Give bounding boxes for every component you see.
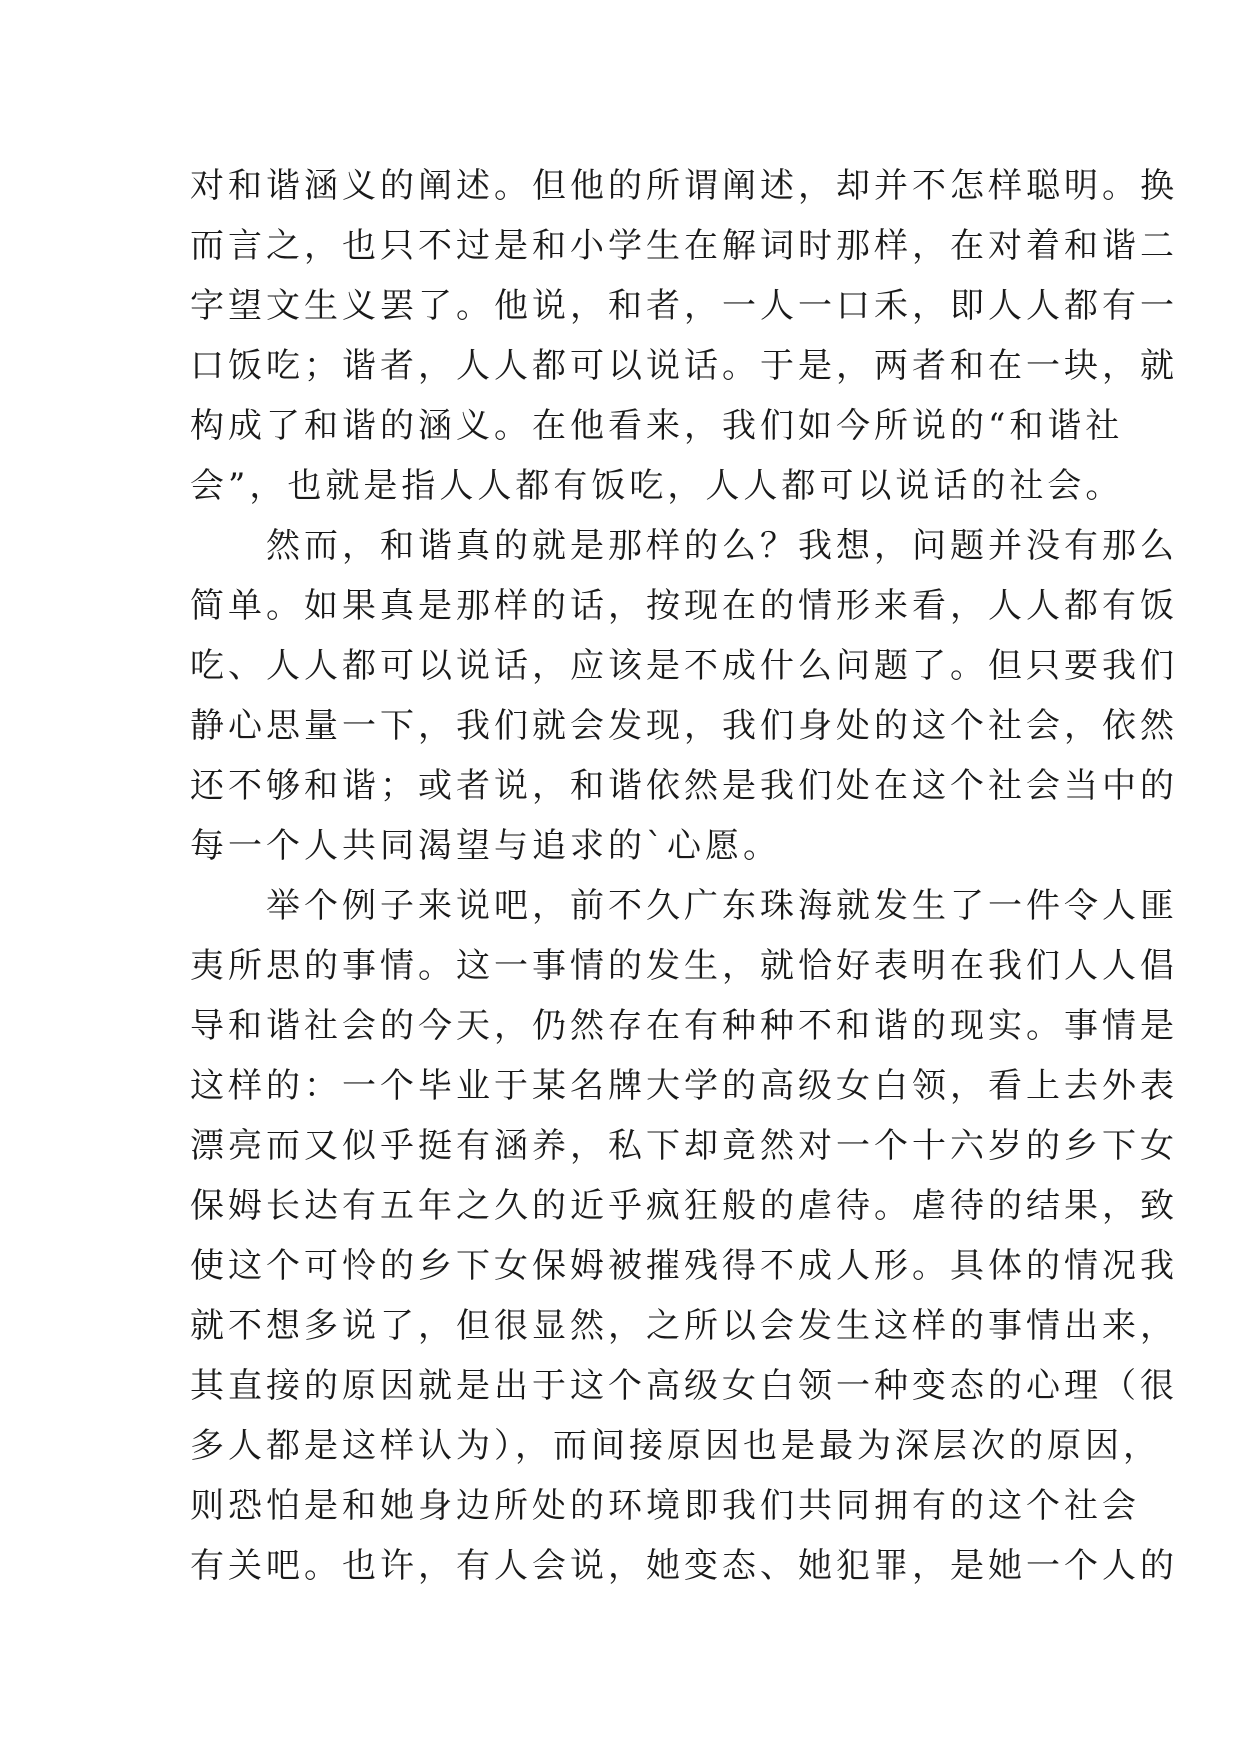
text-line: 吃、人人都可以说话，应该是不成什么问题了。但只要我们 [190,646,1178,686]
body-text [190,156,1178,1596]
text-line: 漂亮而又似乎挺有涵养，私下却竟然对一个十六岁的乡下女 [190,1126,1178,1166]
text-line: 静心思量一下，我们就会发现，我们身处的这个社会，依然 [190,706,1178,746]
text-line: 每一个人共同渴望与追求的`心愿。 [190,826,781,866]
text-line: 而言之，也只不过是和小学生在解词时那样，在对着和谐二 [190,226,1178,266]
text-line: 还不够和谐；或者说，和谐依然是我们处在这个社会当中的 [190,766,1178,806]
text-line: 字望文生义罢了。他说，和者，一人一口禾，即人人都有一 [190,286,1178,326]
text-line: 夷所思的事情。这一事情的发生，就恰好表明在我们人人倡 [190,946,1178,986]
text-line: 对和谐涵义的阐述。但他的所谓阐述，却并不怎样聪明。换 [190,166,1178,206]
text-line: 则恐怕是和她身边所处的环境即我们共同拥有的这个社会 [190,1486,1140,1526]
text-line: 构成了和谐的涵义。在他看来，我们如今所说的“和谐社 [190,406,1124,446]
text-line: 其直接的原因就是出于这个高级女白领一种变态的心理（很 [190,1366,1178,1406]
text-line: 这样的：一个毕业于某名牌大学的高级女白领，看上去外表 [190,1066,1178,1106]
text-line: 举个例子来说吧，前不久广东珠海就发生了一件令人匪 [190,886,1178,926]
paragraph-2 [190,516,1178,876]
paragraph-3 [190,876,1178,1596]
text-line: 使这个可怜的乡下女保姆被摧残得不成人形。具体的情况我 [190,1246,1178,1286]
text-line: 保姆长达有五年之久的近乎疯狂般的虐待。虐待的结果，致 [190,1186,1178,1226]
text-line: 就不想多说了，但很显然，之所以会发生这样的事情出来， [190,1306,1178,1346]
text-line: 导和谐社会的今天，仍然存在有种种不和谐的现实。事情是 [190,1006,1178,1046]
text-line: 会”，也就是指人人都有饭吃，人人都可以说话的社会。 [190,466,1124,506]
text-line: 口饭吃；谐者，人人都可以说话。于是，两者和在一块，就 [190,346,1178,386]
text-line: 有关吧。也许，有人会说，她变态、她犯罪，是她一个人的 [190,1546,1178,1586]
text-line: 然而，和谐真的就是那样的么？我想，问题并没有那么 [190,526,1178,566]
paragraph-1 [190,156,1178,516]
text-line: 简单。如果真是那样的话，按现在的情形来看，人人都有饭 [190,586,1178,626]
text-line: 多人都是这样认为），而间接原因也是最为深层次的原因， [190,1426,1161,1466]
